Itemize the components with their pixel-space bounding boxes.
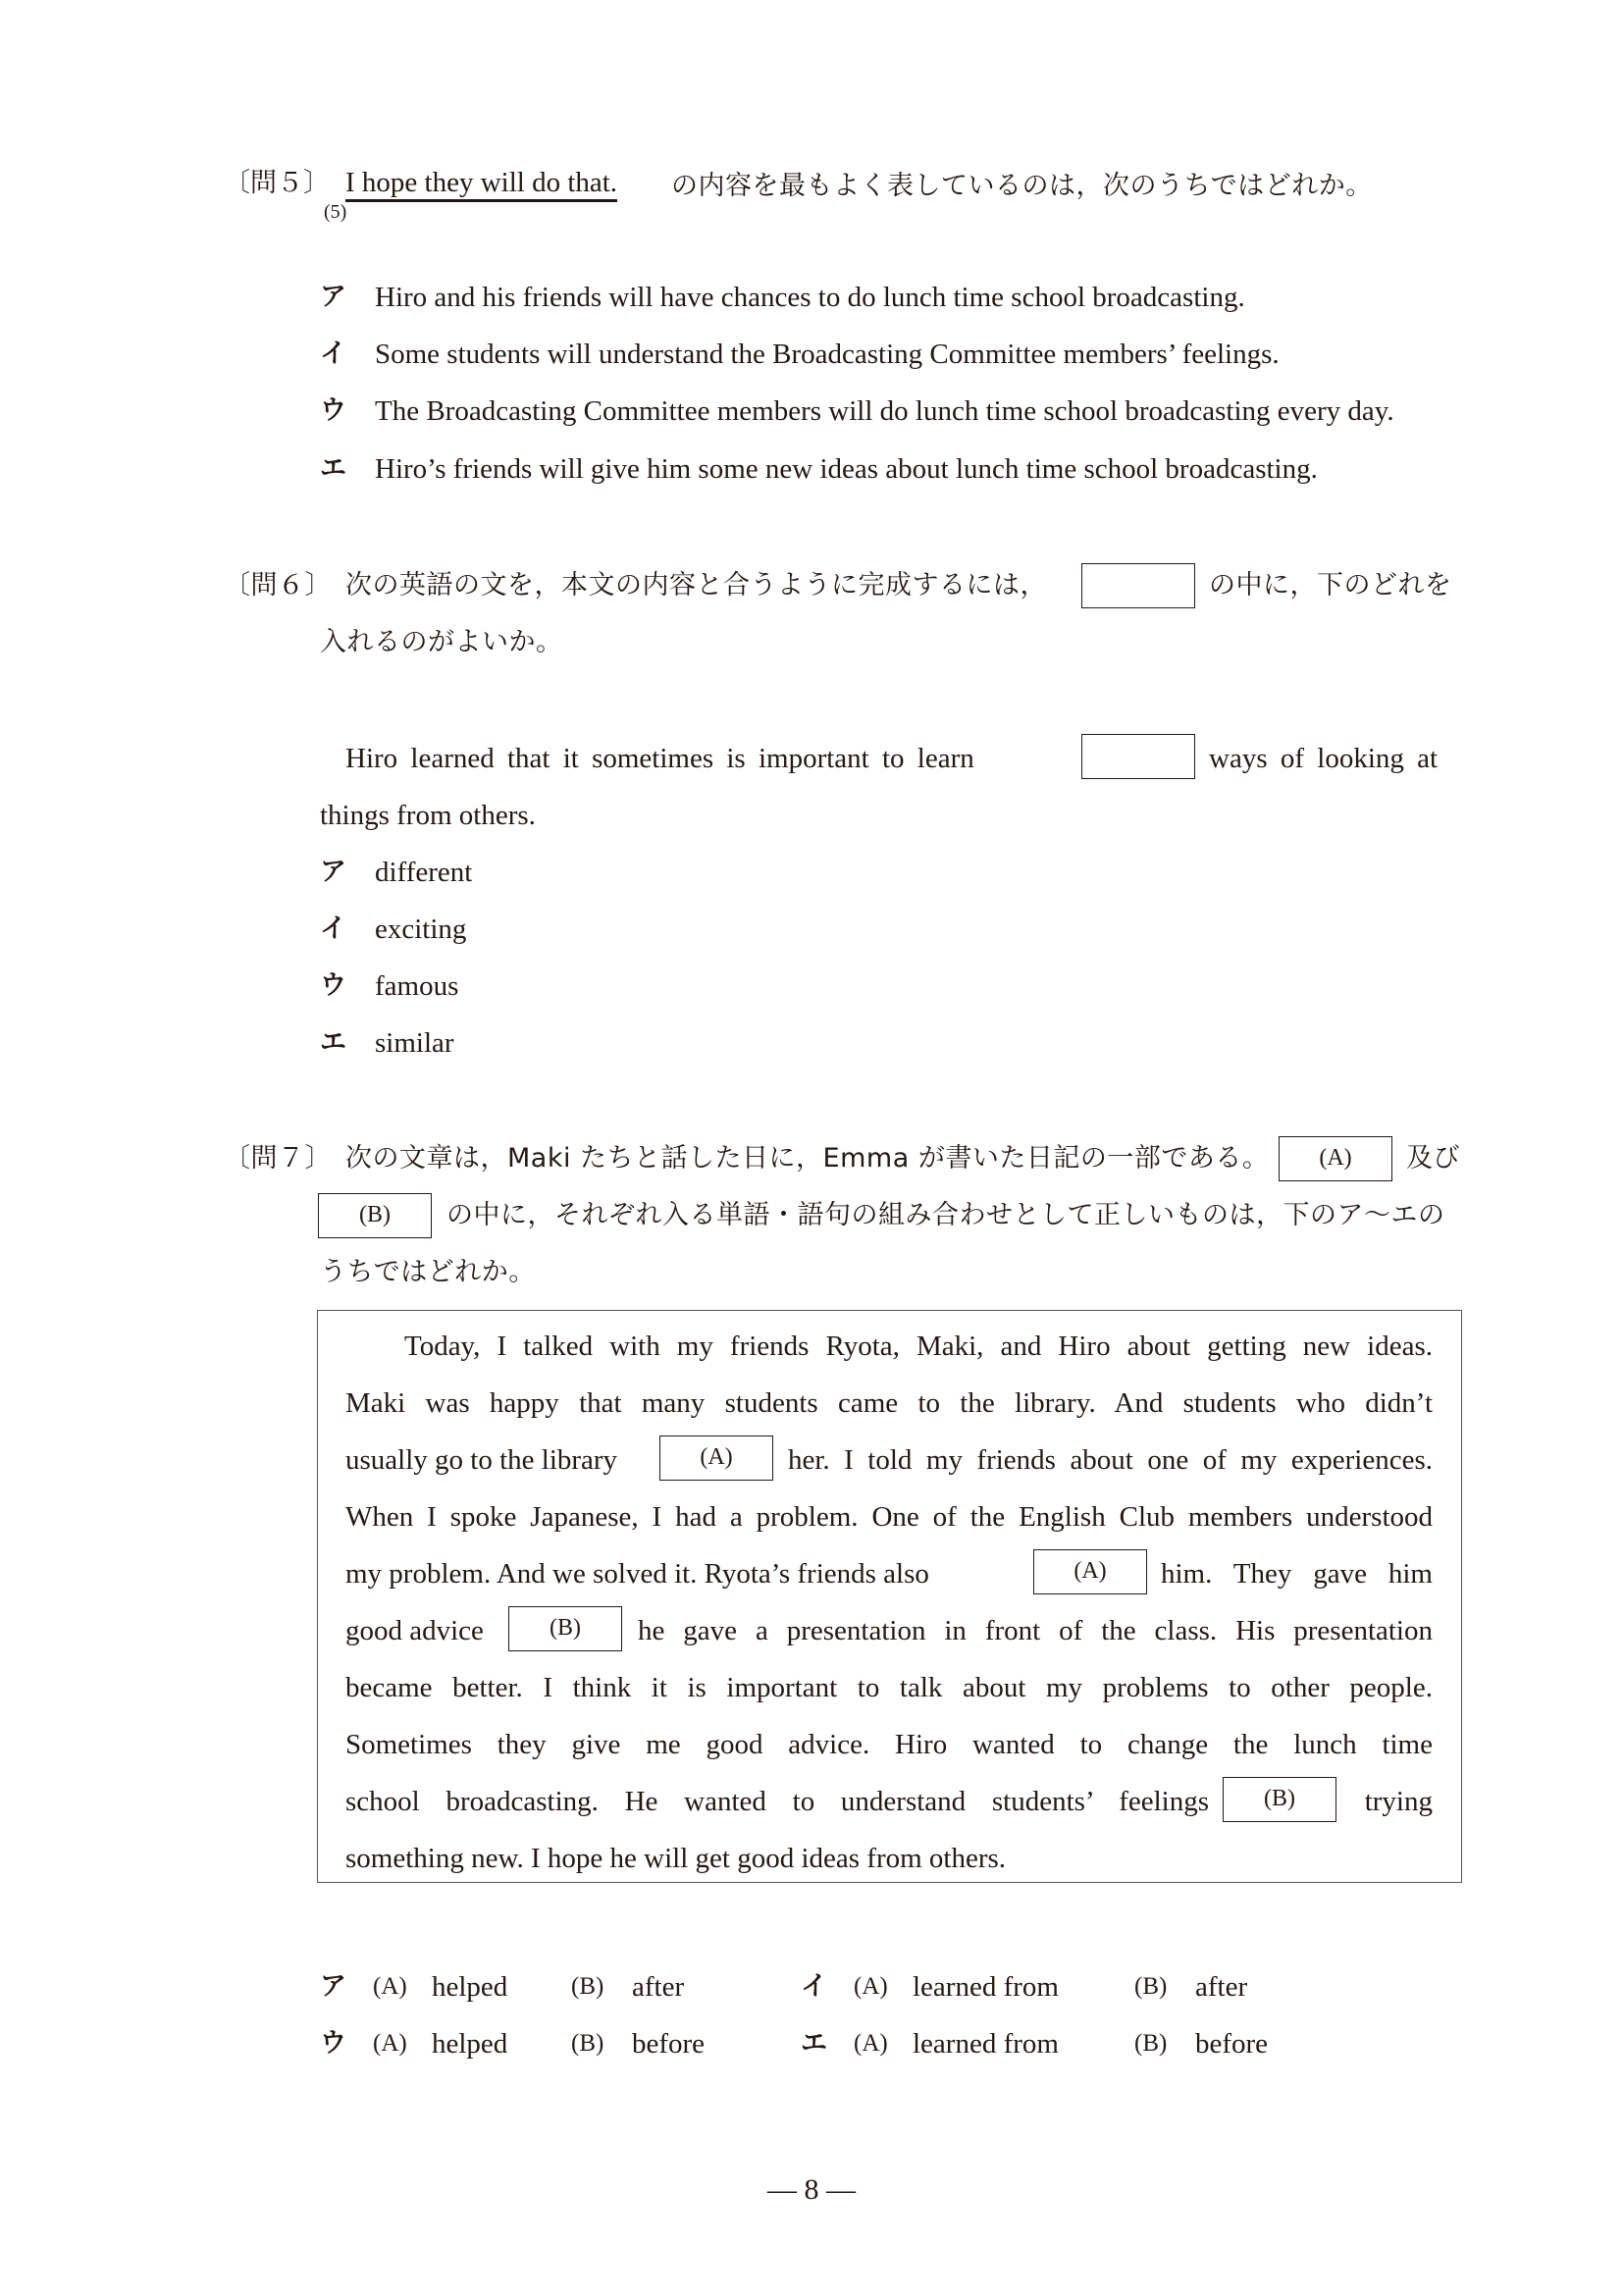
q7-prompt-blank-b: (B) <box>318 1193 432 1238</box>
q7-option[interactable] <box>801 1967 1291 2007</box>
passage-blank-b[interactable]: (B) <box>1223 1777 1336 1822</box>
passage-text: her. I told my friends about one of my experiences. <box>788 1444 1433 1476</box>
passage-text: school broadcasting. He wanted to understand students’ feelings <box>345 1786 1209 1817</box>
q6-label: 〔問６〕 <box>224 570 332 600</box>
passage-text: trying <box>1364 1786 1433 1817</box>
q6-sentence-blank[interactable] <box>1081 734 1195 779</box>
option-a-label: (A) <box>373 1973 407 2000</box>
passage-text: my problem. And we solved it. Ryota’s friends also <box>345 1558 929 1590</box>
passage-line: Maki was happy that many students came to the library. And students who didn’t <box>345 1387 1433 1419</box>
q6-header <box>224 566 332 605</box>
choice-text: The Broadcasting Committee members will do lunch time school broadcasting every day. <box>375 395 1394 427</box>
q7-option[interactable] <box>320 2024 732 2063</box>
q6-sentence-line2: things from others. <box>320 800 536 831</box>
option-a-label: (A) <box>854 2030 888 2057</box>
q7-option[interactable] <box>320 1967 732 2007</box>
choice-text: Hiro’s friends will give him some new ideas about lunch time school broadcasting. <box>375 453 1318 485</box>
passage-blank-a[interactable]: (A) <box>659 1435 773 1481</box>
option-a-label: (A) <box>854 1973 888 2000</box>
q6-prompt-part2: の中に，下のどれを <box>1209 570 1452 600</box>
choice-text: Hiro and his friends will have chances to do lunch time school broadcasting. <box>375 282 1245 313</box>
option-mark: エ <box>801 2028 827 2059</box>
option-b-label: (B) <box>571 1973 604 2000</box>
option-a-value: helped <box>432 2028 508 2060</box>
q7-prompt-part1: 次の文章は，Maki たちと話した日に，Emma が書いた日記の一部である。 <box>345 1143 1270 1174</box>
option-b-label: (B) <box>1134 2030 1168 2057</box>
choice-text: Some students will understand the Broadcasting Committee members’ feelings. <box>375 339 1280 370</box>
passage-line: something new. I hope he will get good ideas from others. <box>345 1843 1007 1874</box>
option-b-value: after <box>632 1971 685 2003</box>
q5-header <box>224 163 330 203</box>
passage-line: became better. I think it is important to talk about my problems to other people. <box>345 1672 1433 1703</box>
q7-prompt-and: 及び <box>1406 1143 1460 1174</box>
passage-text: good advice <box>345 1615 484 1646</box>
passage-line: When I spoke Japanese, I had a problem. One of the English Club members understood <box>345 1501 1433 1533</box>
option-b-label: (B) <box>1134 1973 1168 2000</box>
q6-prompt-part1: 次の英語の文を，本文の内容と合うように完成するには， <box>345 570 1047 600</box>
passage-line: Today, I talked with my friends Ryota, Maki, and Hiro about getting new ideas. <box>404 1331 1433 1362</box>
q6-sentence-part1: Hiro learned that it sometimes is important to learn <box>345 743 974 774</box>
option-b-value: before <box>1195 2028 1269 2060</box>
option-b-value: before <box>632 2028 706 2060</box>
option-mark: ウ <box>320 2028 346 2059</box>
q5-label: 〔問５〕 <box>224 168 330 198</box>
q7-prompt-blank-a: (A) <box>1279 1136 1392 1181</box>
passage-text: usually go to the library <box>345 1444 618 1476</box>
q5-prompt: の内容を最もよく表しているのは，次のうちではどれか。 <box>671 171 1373 201</box>
q7-header <box>224 1139 332 1178</box>
q5-underlined-quote: I hope they will do that. <box>345 166 617 202</box>
option-a-value: helped <box>432 1971 508 2003</box>
passage-blank-a[interactable]: (A) <box>1033 1549 1147 1594</box>
choice-text: different <box>375 857 473 888</box>
choice-text: exciting <box>375 913 467 945</box>
option-a-value: learned from <box>913 1971 1059 2003</box>
choice-mark: ア <box>320 857 346 887</box>
q5-quote <box>345 163 617 202</box>
choice-mark: エ <box>320 1027 346 1058</box>
passage-text: him. They gave him <box>1161 1558 1433 1590</box>
page-number: — 8 — <box>767 2173 856 2206</box>
choice-text: famous <box>375 970 459 1002</box>
option-mark: イ <box>801 1971 827 2002</box>
passage-line: Sometimes they give me good advice. Hiro wanted to change the lunch time <box>345 1729 1433 1760</box>
option-mark: ア <box>320 1971 346 2002</box>
choice-mark: ウ <box>320 970 346 1001</box>
option-b-label: (B) <box>571 2030 604 2057</box>
q5-quote-number: (5) <box>324 201 347 223</box>
option-a-label: (A) <box>373 2030 407 2057</box>
q6-prompt-blank <box>1081 563 1195 608</box>
passage-text: he gave a presentation in front of the class. His presentation <box>638 1615 1433 1646</box>
q6-sentence-part2: ways of looking at <box>1209 743 1439 774</box>
option-a-value: learned from <box>913 2028 1059 2060</box>
choice-mark: イ <box>320 913 346 944</box>
q7-option[interactable] <box>801 2024 1291 2063</box>
option-b-value: after <box>1195 1971 1248 2003</box>
choice-mark: イ <box>320 339 346 369</box>
choice-text: similar <box>375 1027 454 1059</box>
passage-blank-b[interactable]: (B) <box>508 1606 622 1651</box>
q6-prompt-line2: 入れるのがよいか。 <box>320 627 563 657</box>
choice-mark: ウ <box>320 395 346 426</box>
q7-prompt-line2: の中に，それぞれ入る単語・語句の組み合わせとして正しいものは，下のア～エの <box>446 1200 1445 1230</box>
choice-mark: ア <box>320 282 346 312</box>
q7-label: 〔問７〕 <box>224 1143 332 1174</box>
choice-mark: エ <box>320 453 346 484</box>
q7-prompt-line3: うちではどれか。 <box>320 1257 536 1287</box>
